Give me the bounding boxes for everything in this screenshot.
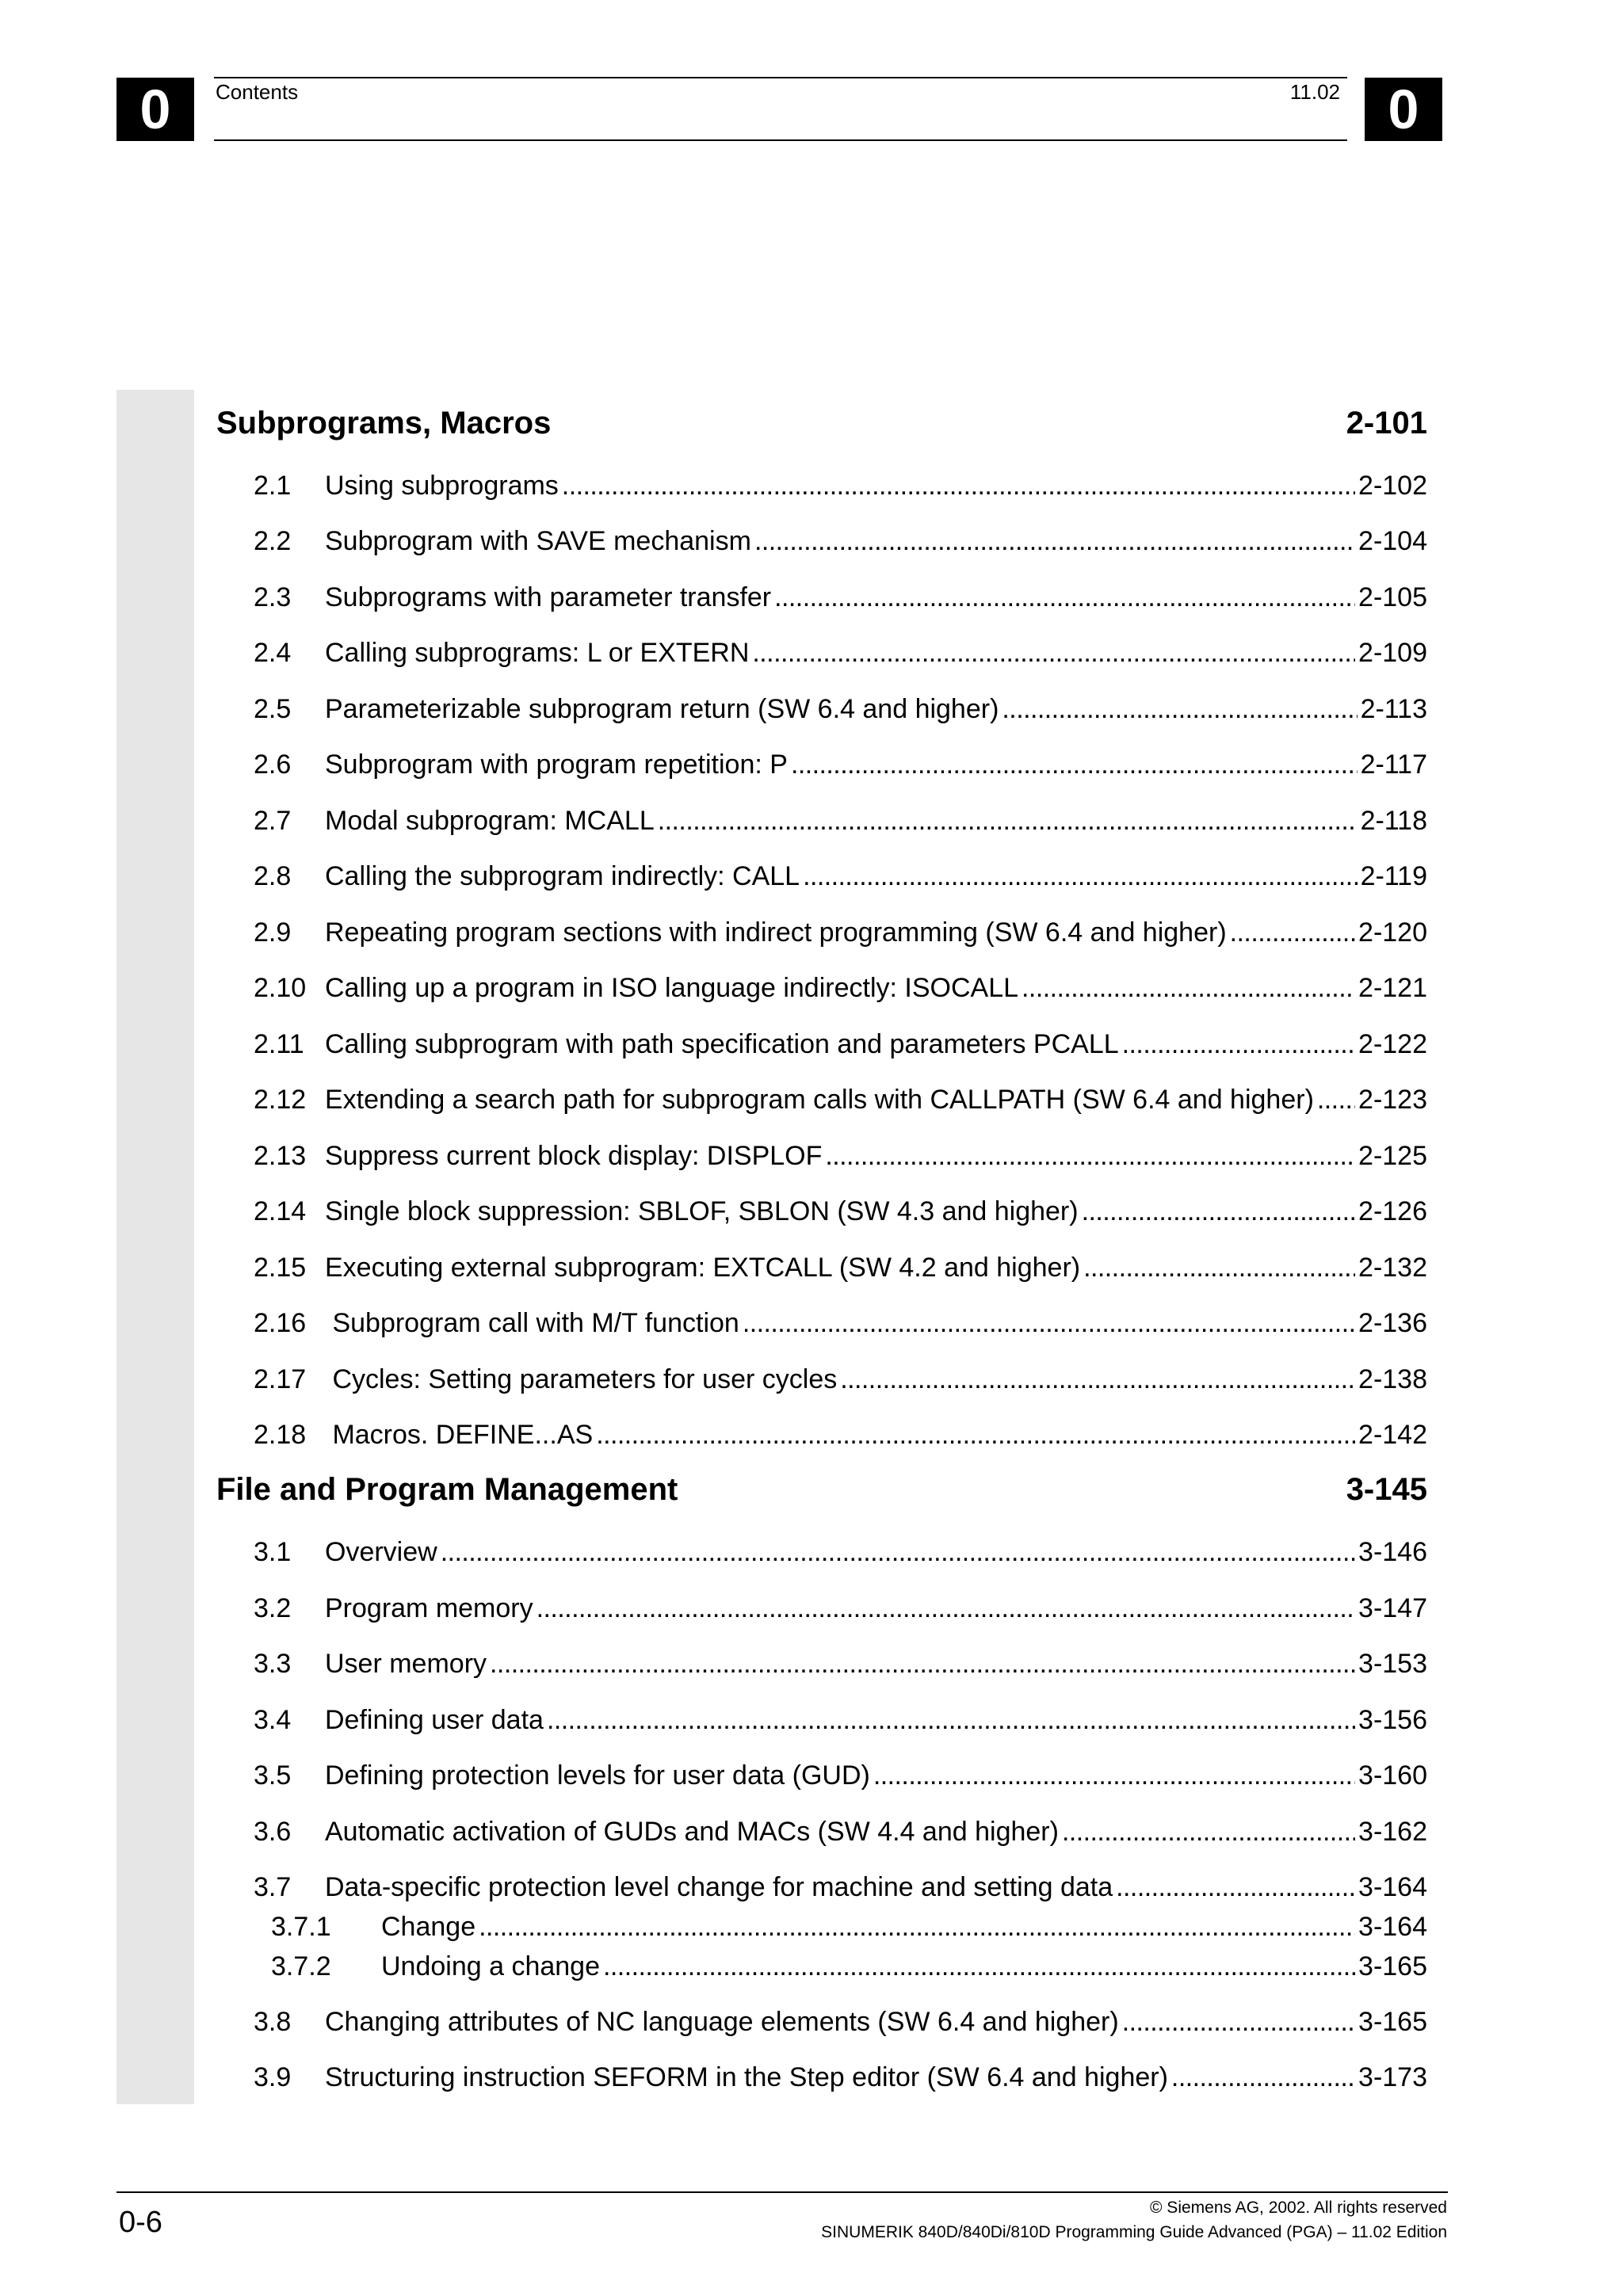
section-page: 3-145 [1346, 1472, 1427, 1507]
toc-entry[interactable] [254, 471, 1427, 505]
dot-leader [752, 638, 1355, 669]
toc-title: Calling up a program in ISO language indirectly: ISOCALL [325, 973, 1019, 1003]
toc-number: 3.6 [254, 1817, 292, 1847]
toc-page: 2-120 [1358, 917, 1427, 948]
toc-page: 2-117 [1360, 749, 1427, 780]
toc-title: Calling the subprogram indirectly: CALL [325, 861, 800, 891]
toc-number: 2.17 [254, 1364, 307, 1394]
toc-page: 3-146 [1358, 1537, 1427, 1567]
toc-entry[interactable] [254, 806, 1427, 841]
toc-entry[interactable] [254, 526, 1427, 561]
toc-title: Change [381, 1912, 476, 1942]
dot-leader [562, 471, 1355, 502]
toc-title: Cycles: Setting parameters for user cycles [325, 1364, 838, 1394]
dot-leader [1122, 2007, 1355, 2038]
footer-page-number: 0-6 [119, 2206, 162, 2239]
toc-page: 2-105 [1358, 582, 1427, 612]
dot-leader [490, 1649, 1355, 1680]
toc-page: 2-136 [1358, 1308, 1427, 1338]
toc-entry[interactable] [254, 1760, 1427, 1795]
dot-leader [1317, 1085, 1355, 1116]
toc-title: Using subprograms [325, 471, 559, 501]
toc-entry[interactable] [254, 1141, 1427, 1176]
toc-number: 2.18 [254, 1420, 307, 1450]
toc-number: 2.12 [254, 1085, 307, 1115]
dot-leader [825, 1141, 1355, 1172]
toc-title: Subprograms with parameter transfer [325, 582, 772, 612]
dot-leader [754, 526, 1355, 557]
toc-page: 2-126 [1358, 1196, 1427, 1226]
dot-leader [1082, 1196, 1355, 1227]
toc-page: 2-109 [1358, 638, 1427, 668]
toc-title: Program memory [325, 1593, 533, 1623]
toc-number: 2.5 [254, 694, 292, 724]
toc-page: 2-123 [1358, 1085, 1427, 1115]
toc-title: Parameterizable subprogram return (SW 6.4 and higher) [325, 694, 999, 724]
toc-page: 3-147 [1358, 1593, 1427, 1623]
toc-title: Executing external subprogram: EXTCALL (SW 4.2 and higher) [325, 1253, 1081, 1283]
section-heading [216, 406, 1427, 441]
toc-title: Defining protection levels for user data (GUD) [325, 1760, 870, 1791]
toc-title: Macros. DEFINE...AS [325, 1420, 594, 1450]
toc-entry[interactable] [254, 1085, 1427, 1119]
toc-title: Subprogram with SAVE mechanism [325, 526, 751, 556]
toc-entry[interactable] [254, 1029, 1427, 1064]
toc-page: 3-173 [1358, 2062, 1427, 2092]
toc-entry[interactable] [254, 2062, 1427, 2097]
toc-page: 2-122 [1358, 1029, 1427, 1059]
toc-title: Automatic activation of GUDs and MACs (SW 4.4 and higher) [325, 1817, 1059, 1847]
section-heading [216, 1472, 1427, 1508]
toc-page: 3-153 [1358, 1649, 1427, 1679]
toc-number: 2.4 [254, 638, 292, 668]
section-title: Subprograms, Macros [216, 406, 552, 441]
toc-page: 2-102 [1358, 471, 1427, 501]
toc-page: 3-164 [1358, 1872, 1427, 1902]
toc-page: 2-121 [1358, 973, 1427, 1003]
toc-number: 2.10 [254, 973, 307, 1003]
toc-title: Data-specific protection level change for machine and setting data [325, 1872, 1113, 1902]
toc-page: 3-162 [1358, 1817, 1427, 1847]
section-page: 2-101 [1346, 406, 1427, 441]
toc-page: 2-138 [1358, 1364, 1427, 1394]
toc-title: Calling subprogram with path specification and parameters PCALL [325, 1029, 1119, 1059]
dot-leader [537, 1593, 1355, 1624]
toc-entry[interactable] [254, 1364, 1427, 1399]
toc-title: Subprogram with program repetition: P [325, 749, 788, 780]
toc-page: 2-142 [1358, 1420, 1427, 1450]
footer-rule [116, 2191, 1448, 2193]
toc-number: 2.3 [254, 582, 292, 612]
toc-number: 3.5 [254, 1760, 292, 1791]
dot-leader [658, 806, 1358, 837]
toc-entry[interactable] [254, 1420, 1427, 1455]
footer-copyright: © Siemens AG, 2002. All rights reserved [1150, 2199, 1447, 2217]
toc-number: 2.7 [254, 806, 292, 836]
toc-entry[interactable] [254, 1872, 1427, 1907]
toc-title: Changing attributes of NC language elements (SW 6.4 and higher) [325, 2007, 1119, 2037]
dot-leader [1083, 1253, 1355, 1283]
toc-number: 3.9 [254, 2062, 292, 2092]
toc-entry[interactable] [254, 973, 1427, 1008]
toc-entry[interactable] [254, 749, 1427, 784]
toc-number: 3.2 [254, 1593, 292, 1623]
dot-leader [1022, 973, 1355, 1004]
toc-entry[interactable] [254, 861, 1427, 896]
toc-number: 2.9 [254, 917, 292, 948]
toc-entry[interactable] [254, 694, 1427, 729]
dot-leader [840, 1364, 1355, 1395]
toc-entry[interactable] [254, 1537, 1427, 1572]
toc-title: Single block suppression: SBLOF, SBLON (SW 4.3 and higher) [325, 1196, 1079, 1226]
toc-subentry[interactable] [271, 1912, 1427, 1947]
toc-number: 3.4 [254, 1705, 292, 1735]
dot-leader [596, 1420, 1355, 1451]
dot-leader [1122, 1029, 1355, 1060]
header-title: Contents [216, 80, 299, 104]
toc-number: 3.3 [254, 1649, 292, 1679]
header-rule-top [214, 77, 1347, 78]
dot-leader [774, 582, 1355, 613]
toc-entry[interactable] [254, 582, 1427, 617]
section-title: File and Program Management [216, 1472, 678, 1507]
toc-page: 2-113 [1360, 694, 1427, 724]
toc-page: 3-160 [1358, 1760, 1427, 1791]
toc-entry[interactable] [254, 1705, 1427, 1740]
chapter-marker-left: 0 [116, 78, 194, 141]
toc-page: 2-125 [1358, 1141, 1427, 1171]
toc-number: 2.16 [254, 1308, 307, 1338]
dot-leader [873, 1760, 1355, 1791]
dot-leader [1116, 1872, 1355, 1903]
toc-title: User memory [325, 1649, 487, 1679]
toc-page: 2-118 [1360, 806, 1427, 836]
toc-title: Calling subprograms: L or EXTERN [325, 638, 750, 668]
toc-number: 2.6 [254, 749, 292, 780]
toc-page: 2-104 [1358, 526, 1427, 556]
toc-page: 2-132 [1358, 1253, 1427, 1283]
dot-leader [547, 1705, 1355, 1736]
toc-entry[interactable] [254, 1253, 1427, 1287]
dot-leader [479, 1912, 1355, 1943]
toc-entry[interactable] [254, 1593, 1427, 1628]
dot-leader [603, 1951, 1355, 1982]
toc-entry[interactable] [254, 1196, 1427, 1231]
toc-title: Structuring instruction SEFORM in the Step editor (SW 6.4 and higher) [325, 2062, 1168, 2092]
toc-number: 2.14 [254, 1196, 307, 1226]
header-edition: 11.02 [1289, 80, 1340, 104]
toc-title: Undoing a change [381, 1951, 601, 1981]
toc-title: Repeating program sections with indirect programming (SW 6.4 and higher) [325, 917, 1227, 948]
dot-leader [1002, 694, 1357, 725]
toc-title: Modal subprogram: MCALL [325, 806, 655, 836]
toc-number: 2.1 [254, 471, 292, 501]
toc-entry[interactable] [254, 1817, 1427, 1852]
toc-page: 3-156 [1358, 1705, 1427, 1735]
toc-number: 2.13 [254, 1141, 307, 1171]
dot-leader [441, 1537, 1355, 1568]
toc-page: 3-165 [1358, 2007, 1427, 2037]
toc-title: Overview [325, 1537, 437, 1567]
toc-entry[interactable] [254, 638, 1427, 673]
toc-number: 3.8 [254, 2007, 292, 2037]
toc-page: 3-165 [1358, 1951, 1427, 1981]
header-rule-bottom [214, 139, 1347, 141]
toc-entry[interactable] [254, 917, 1427, 952]
margin-bar [116, 390, 194, 2104]
dot-leader [1230, 917, 1355, 948]
toc-entry[interactable] [254, 1649, 1427, 1684]
dot-leader [803, 861, 1357, 892]
dot-leader [743, 1308, 1355, 1339]
dot-leader [791, 749, 1358, 780]
chapter-marker-right: 0 [1365, 78, 1442, 141]
toc-entry[interactable] [254, 1308, 1427, 1343]
toc-number: 2.15 [254, 1253, 307, 1283]
toc-title: Extending a search path for subprogram calls with CALLPATH (SW 6.4 and higher) [325, 1085, 1314, 1115]
toc-number: 2.8 [254, 861, 292, 891]
toc-title: Defining user data [325, 1705, 544, 1735]
toc-page: 2-119 [1360, 861, 1427, 891]
toc-number: 3.7.1 [271, 1912, 331, 1942]
toc-entry[interactable] [254, 2007, 1427, 2042]
toc-number: 3.1 [254, 1537, 292, 1567]
toc-title: Suppress current block display: DISPLOF [325, 1141, 823, 1171]
toc-page: 3-164 [1358, 1912, 1427, 1942]
toc-number: 3.7 [254, 1872, 292, 1902]
toc-title: Subprogram call with M/T function [325, 1308, 739, 1338]
footer-document-title: SINUMERIK 840D/840Di/810D Programming Guide Advanced (PGA) – 11.02 Edition [821, 2223, 1447, 2241]
dot-leader [1062, 1817, 1355, 1848]
toc-subentry[interactable] [271, 1951, 1427, 1986]
dot-leader [1171, 2062, 1355, 2093]
toc-number: 2.2 [254, 526, 292, 556]
toc-number: 3.7.2 [271, 1951, 331, 1981]
toc-number: 2.11 [254, 1029, 304, 1059]
